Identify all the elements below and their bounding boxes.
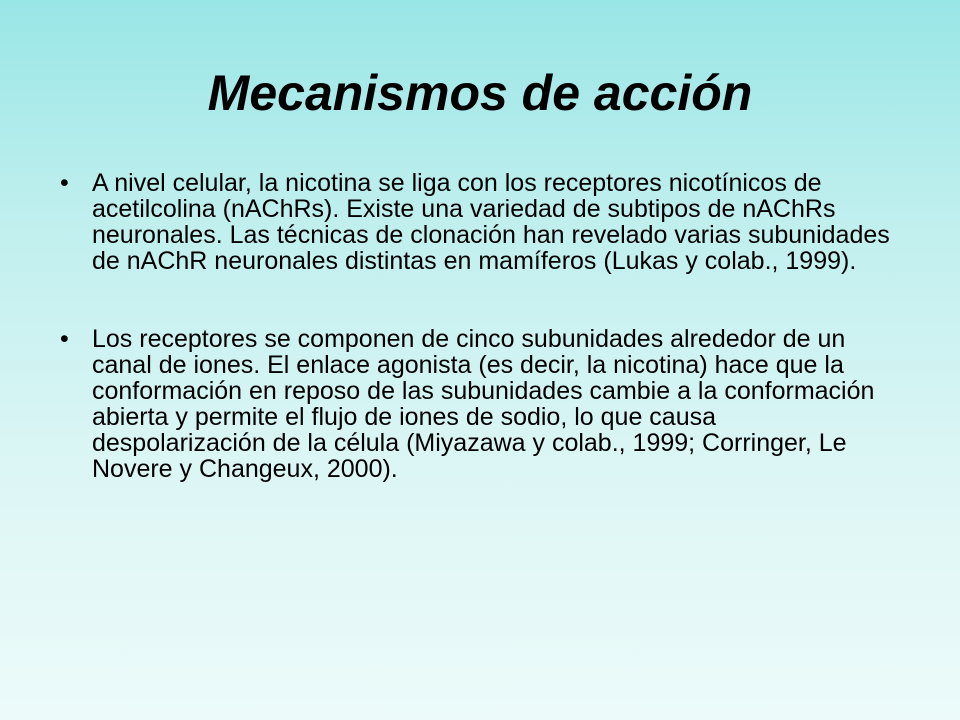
slide-title: Mecanismos de acción [207,65,753,121]
bullet-dot-icon: • [60,169,69,197]
bullet-dot-icon: • [60,325,69,353]
bullet-text: Los receptores se componen de cinco subunidades alrededor de un canal de iones. El enlace agonista (es decir, la nicotina) hace que la conformación en reposo de las subunidades cambie a la conformación abierta y permite el flujo de iones de sodio, lo que causa despolarización de la célula (Miyazawa y colab., 1999; Corringer, Le Novere y Changeux, 2000). [92,325,875,483]
bullet-list [56,170,896,534]
bullet-text: A nivel celular, la nicotina se liga con los receptores nicotínicos de acetilcolina (nAChRs). Existe una variedad de subtipos de nAChRs neuronales. Las técnicas de clonación han revelado varias subunidades de nAChR neuronales distintas en mamíferos (Lukas y colab., 1999). [92,169,890,275]
bullet-item [56,170,896,274]
bullet-item [56,326,896,482]
